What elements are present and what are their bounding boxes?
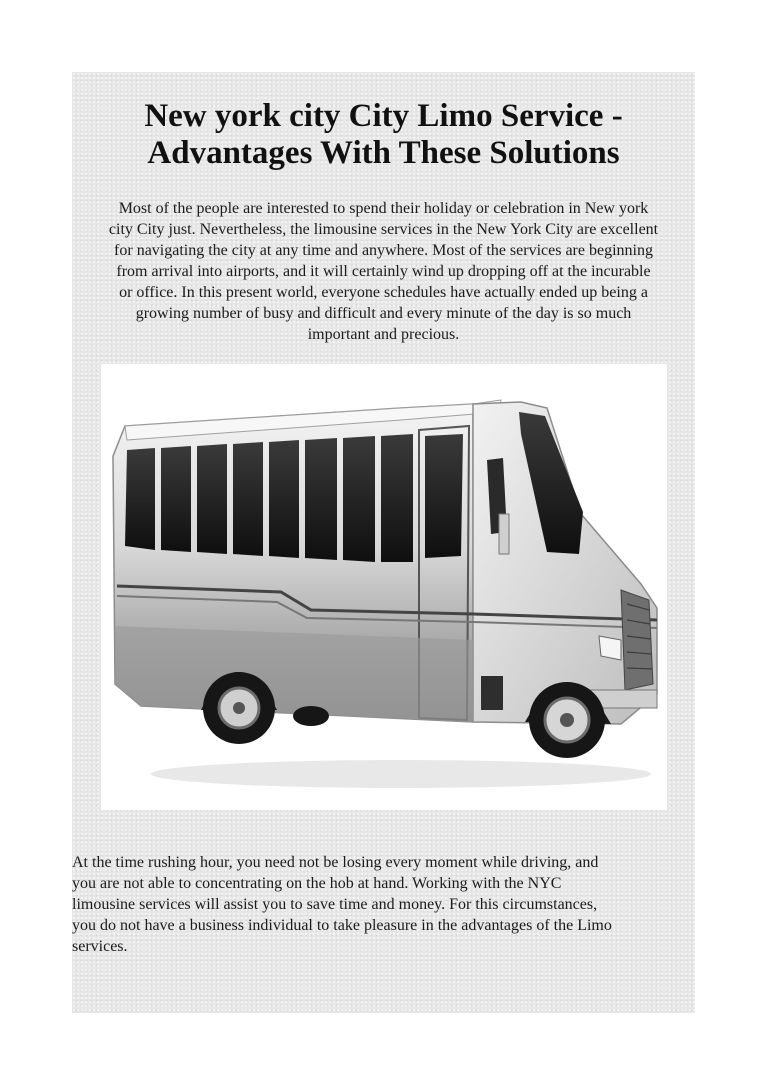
- body-paragraph: [72, 852, 695, 957]
- title-line: New york city City Limo Service -: [144, 98, 623, 134]
- intro-line: or office. In this present world, everyone schedules have actually ended up being a: [119, 284, 648, 301]
- ground-shadow: [151, 760, 651, 788]
- limo-bus-illustration: [101, 364, 667, 810]
- door-window: [425, 434, 463, 558]
- mirror-arm: [499, 514, 509, 554]
- intro-line: from arrival into airports, and it will certainly wind up dropping off at the incurable: [116, 263, 651, 280]
- intro-line: city City just. Nevertheless, the limousine services in the New York City are excellent: [108, 221, 659, 238]
- body-line: you do not have a business individual to take pleasure in the advantages of the Limo: [72, 917, 612, 934]
- front-grille: [621, 590, 653, 690]
- front-wheel: [529, 682, 605, 758]
- title-line: Advantages With These Solutions: [147, 135, 620, 171]
- rear-wheel: [203, 672, 275, 744]
- body-line: you are not able to concentrating on the hob at hand. Working with the NYC: [72, 875, 562, 892]
- limo-bus-photo: [101, 364, 667, 810]
- page-title: [72, 98, 695, 172]
- cab-step: [481, 676, 503, 710]
- intro-line: important and precious.: [307, 326, 460, 343]
- body-line: services.: [72, 938, 128, 955]
- intro-paragraph: [72, 198, 695, 345]
- intro-line: for navigating the city at any time and anywhere. Most of the services are beginning: [114, 242, 653, 259]
- body-line: limousine services will assist you to save time and money. For this circumstances,: [72, 896, 598, 913]
- passenger-windows: [125, 434, 413, 562]
- intro-line: Most of the people are interested to spend their holiday or celebration in New york: [118, 200, 649, 217]
- intro-line: growing number of busy and difficult and every minute of the day is so much: [135, 305, 632, 322]
- document-page: [72, 72, 695, 1013]
- headlight: [599, 636, 621, 660]
- body-line: At the time rushing hour, you need not be losing every moment while driving, and: [72, 854, 599, 871]
- rear-wheel-far: [293, 706, 329, 726]
